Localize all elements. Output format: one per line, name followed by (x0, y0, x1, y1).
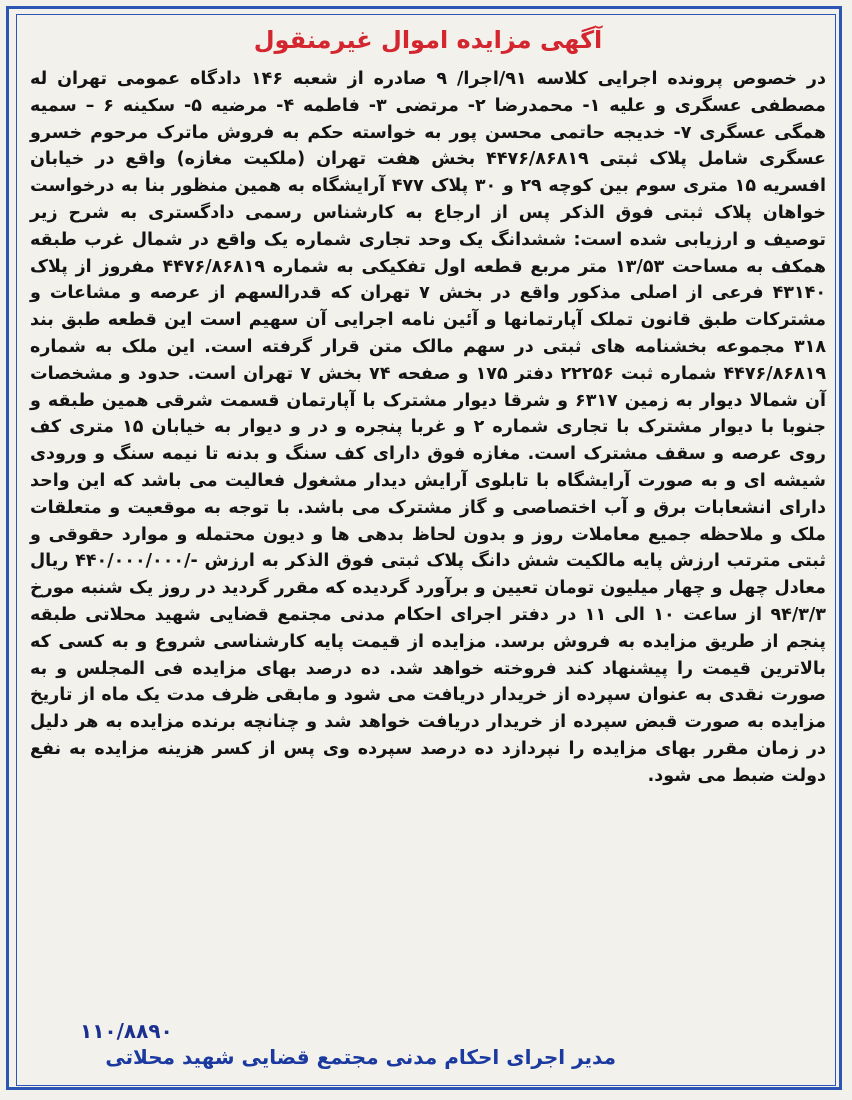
notice-body: در خصوص پرونده اجرایی کلاسه ۹۱/اجرا/ ۹ صادره از شعبه ۱۴۶ دادگاه عمومی تهران له مصطفی عسگری و علیه ۱- محمدرضا ۲- مرتضی ۳- فاطمه ۴- مرضیه ۵- سکینه ۶ – سمیه همگی عسگری ۷- خدیجه حاتمی محسن پور به خواسته حکم به فروش ماترک مرحوم خسرو عسگری شامل پلاک ثبتی ۴۴۷۶/۸۶۸۱۹ بخش هفت تهران (ملکیت مغازه) واقع در خیابان افسریه ۱۵ متری سوم بین کوچه ۲۹ و ۳۰ پلاک ۴۷۷ آرایشگاه به همین منظور بنا به درخواست خواهان پلاک ثبتی فوق الذکر پس از ارجاع به کارشناس رسمی دادگستری به شرح زیر توصیف و ارزیابی شده است: ششدانگ یک وحد تجاری شماره یک واقع در شمال غرب طبقه همکف به مساحت ۱۳/۵۳ متر مربع قطعه اول تفکیکی به شماره ۴۴۷۶/۸۶۸۱۹ مفروز از پلاک ۴۳۱۴۰ فرعی از اصلی مذکور واقع در بخش ۷ تهران که قدرالسهم از عرصه و مشاعات و مشترکات طبق قانون تملک آپارتمانها و آئین نامه اجرایی آن سهیم است این قطعه طبق بند ۳۱۸ مجموعه بخشنامه های ثبتی در سهم مالک متن قرار گرفته است. این ملک به شماره ۴۴۷۶/۸۶۸۱۹ شماره ثبت ۲۲۲۵۶ دفتر ۱۷۵ و صفحه ۷۴ بخش ۷ تهران است. حدود و مشخصات آن شمالا دیوار به زمین ۶۳۱۷ و شرقا دیوار مشترک با آپارتمان قسمت شرقی همین طبقه و جنوبا با دیوار مشترک با تجاری شماره ۲ و غربا پنجره و در و دیوار به خیابان ۱۵ متری کف روی عرصه و سقف مشترک است. مغازه فوق دارای کف سنگ و بدنه تا نیمه سنگ و ورودی شیشه ای و به صورت آرایشگاه با تابلوی آرایش دیدار مشغول فعالیت می باشد که این واحد دارای انشعابات برق و آب اختصاصی و گاز مشترک می باشد. با توجه به موقعیت و متعلقات ملک و ملاحظه جمیع معاملات روز و بدون لحاظ بدهی ها و دیون محتمله و موارد حقوقی و ثبتی مترتب ارزش پایه مالکیت شش دانگ پلاک ثبتی فوق الذکر به ارزش -/۴۴۰/۰۰۰/۰۰۰ ریال معادل چهل و چهار میلیون تومان تعیین و برآورد گردیده که مقرر گردید در روز یک شنبه مورخ ۹۴/۳/۳ از ساعت ۱۰ الی ۱۱ در دفتر اجرای احکام مدنی مجتمع قضایی شهید محلاتی طبقه پنجم از طریق مزایده به فروش برسد. مزایده از قیمت پایه کارشناسی شروع و به کسی که بالاترین قیمت را پیشنهاد کند فروخته خواهد شد. ده درصد بهای مزایده فی المجلس و به صورت نقدی به عنوان سپرده از خریدار دریافت می شود و مابقی ظرف مدت یک ماه از تاریخ مزایده به صورت قبض سپرده از خریدار دریافت خواهد شد و چنانچه برنده مزایده به هر دلیل در زمان مقرر بهای مزایده را نپردازد ده درصد سپرده وی پس از کسر هزینه مزایده به نفع دولت ضبط می شود. (30, 69, 827, 786)
signature-row (30, 1018, 826, 1078)
notice-content (30, 18, 826, 1078)
notice-title: آگهی مزایده اموال غیرمنقول (253, 26, 603, 54)
ad-code: ۱۱۰/۸۸۹۰ (80, 1019, 173, 1043)
signature-line: مدیر اجرای احکام مدنی مجتمع قضایی شهید محلاتی (105, 1045, 616, 1069)
